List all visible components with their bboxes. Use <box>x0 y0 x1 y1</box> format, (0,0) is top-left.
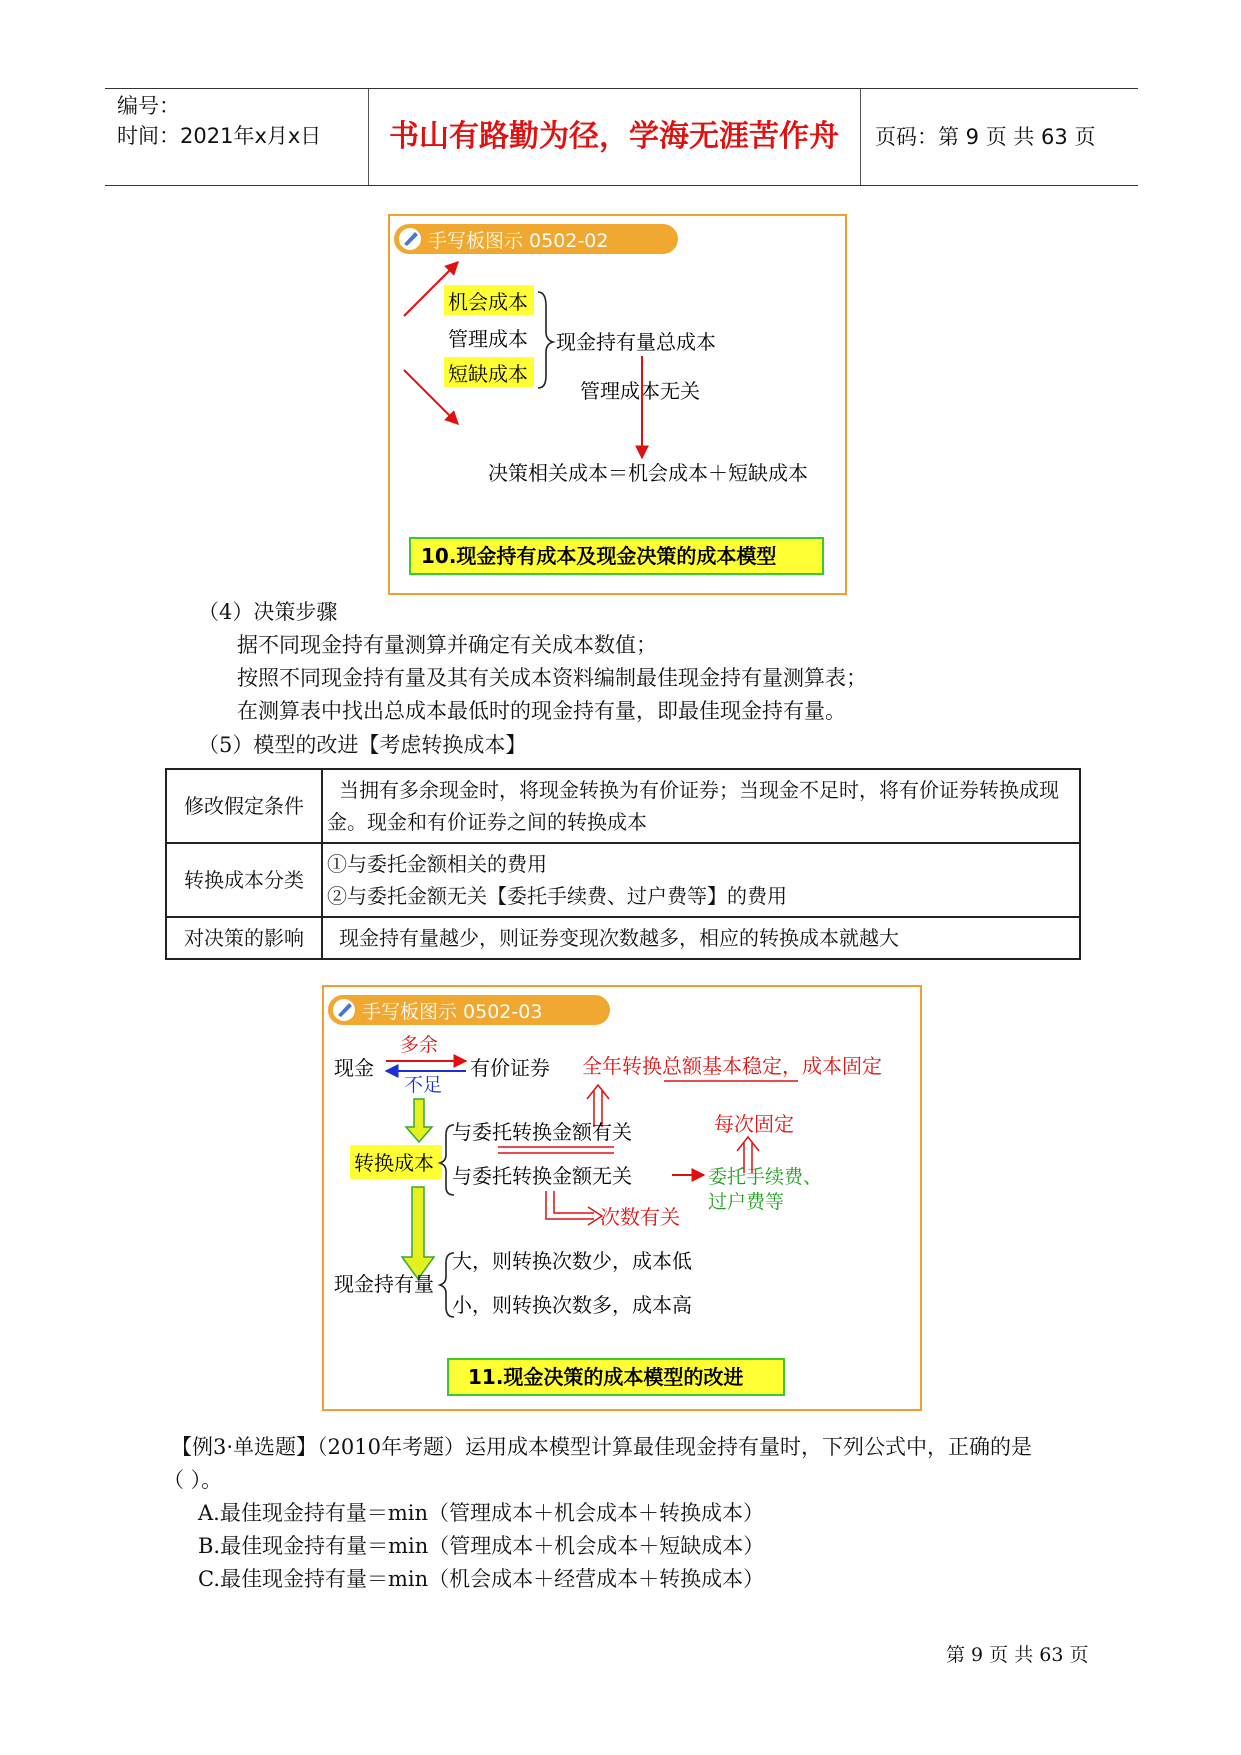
header-page-label: 页码：第 9 页 共 63 页 <box>875 125 1096 149</box>
amount-unrelated-label: 与委托转换金额无关 <box>452 1164 632 1188</box>
question-stem-cont: （ ）。 <box>163 1468 223 1492</box>
total-cost-label: 现金持有量总成本 <box>556 330 716 354</box>
brace <box>538 292 553 388</box>
header-number-label: 编号： <box>117 94 180 118</box>
item-opportunity-cost: 机会成本 <box>448 290 528 314</box>
improvement-table <box>165 768 1081 960</box>
table-row <box>166 917 1080 959</box>
table-value: 现金持有量越少，则证券变现次数越多，相应的转换成本就越大 <box>322 917 1080 959</box>
shortage-label: 不足 <box>404 1074 443 1096</box>
header-time-label: 时间：2021年x月x日 <box>117 124 322 148</box>
fees-label-line1: 委托手续费、 <box>708 1166 823 1188</box>
option-b: B.最佳现金持有量＝min（管理成本＋机会成本＋短缺成本） <box>198 1534 765 1558</box>
option-a: A.最佳现金持有量＝min（管理成本＋机会成本＋转换成本） <box>198 1501 764 1525</box>
table-value: 当拥有多余现金时，将现金转换为有价证券；当现金不足时，将有价证券转换成现金。现金和有价证券之间的转换成本 <box>322 769 1080 843</box>
table-row <box>166 843 1080 917</box>
table-key: 对决策的影响 <box>166 917 322 959</box>
times-arrow <box>546 1191 594 1219</box>
amount-related-label: 与委托转换金额有关 <box>452 1120 632 1144</box>
figure1-badge: 手写板图示 0502-02 <box>428 230 609 252</box>
step5-title: （5）模型的改进【考虑转换成本】 <box>198 733 527 757</box>
figure2-caption: 11.现金决策的成本模型的改进 <box>468 1365 744 1389</box>
figure-cost-model <box>388 214 847 595</box>
header-meta <box>117 91 357 151</box>
item-shortage-cost: 短缺成本 <box>448 362 528 386</box>
table-key: 转换成本分类 <box>166 843 322 917</box>
yellow-down-arrow <box>402 1187 434 1279</box>
large-holding-label: 大，则转换次数少，成本低 <box>452 1249 692 1273</box>
figure1-caption: 10.现金持有成本及现金决策的成本模型 <box>421 544 777 568</box>
securities-label: 有价证券 <box>470 1056 550 1080</box>
times-related-label: 次数有关 <box>600 1205 680 1229</box>
page-header <box>105 88 1138 186</box>
annual-stable-label: 全年转换总额基本稳定，成本固定 <box>582 1054 882 1078</box>
step4-title: （4）决策步骤 <box>198 600 338 624</box>
small-holding-label: 小，则转换次数多，成本高 <box>452 1293 692 1317</box>
figure-improved-model <box>322 985 922 1411</box>
figure2-badge: 手写板图示 0502-03 <box>362 1001 543 1023</box>
table-row <box>166 769 1080 843</box>
step4-line: 按照不同现金持有量及其有关成本资料编制最佳现金持有量测算表； <box>237 666 867 690</box>
option-c: C.最佳现金持有量＝min（机会成本＋经营成本＋转换成本） <box>198 1567 765 1591</box>
cash-label: 现金 <box>334 1056 374 1080</box>
item-management-cost: 管理成本 <box>448 327 528 351</box>
holding-label: 现金持有量 <box>334 1272 434 1296</box>
header-divider <box>860 89 861 185</box>
header-motto: 书山有路勤为径，学海无涯苦作舟 <box>389 119 839 154</box>
table-value: ①与委托金额相关的费用 ②与委托金额无关【委托手续费、过户费等】的费用 <box>322 843 1080 917</box>
conversion-cost-label: 转换成本 <box>354 1151 434 1175</box>
step4-line: 据不同现金持有量测算并确定有关成本数值； <box>237 633 657 657</box>
management-irrelevant: 管理成本无关 <box>580 379 700 403</box>
page-footer: 第 9 页 共 63 页 <box>946 1644 1089 1666</box>
step4-line: 在测算表中找出总成本最低时的现金持有量，即最佳现金持有量。 <box>237 699 846 723</box>
yellow-down-arrow <box>406 1099 432 1142</box>
surplus-label: 多余 <box>400 1034 439 1056</box>
each-fixed-label: 每次固定 <box>714 1112 794 1136</box>
table-key: 修改假定条件 <box>166 769 322 843</box>
fees-label-line2: 过户费等 <box>708 1191 785 1213</box>
decision-relevant-cost: 决策相关成本＝机会成本＋短缺成本 <box>488 461 808 485</box>
question-stem: 【例3·单选题】（2010年考题）运用成本模型计算最佳现金持有量时，下列公式中，正确的是 <box>171 1435 1032 1459</box>
